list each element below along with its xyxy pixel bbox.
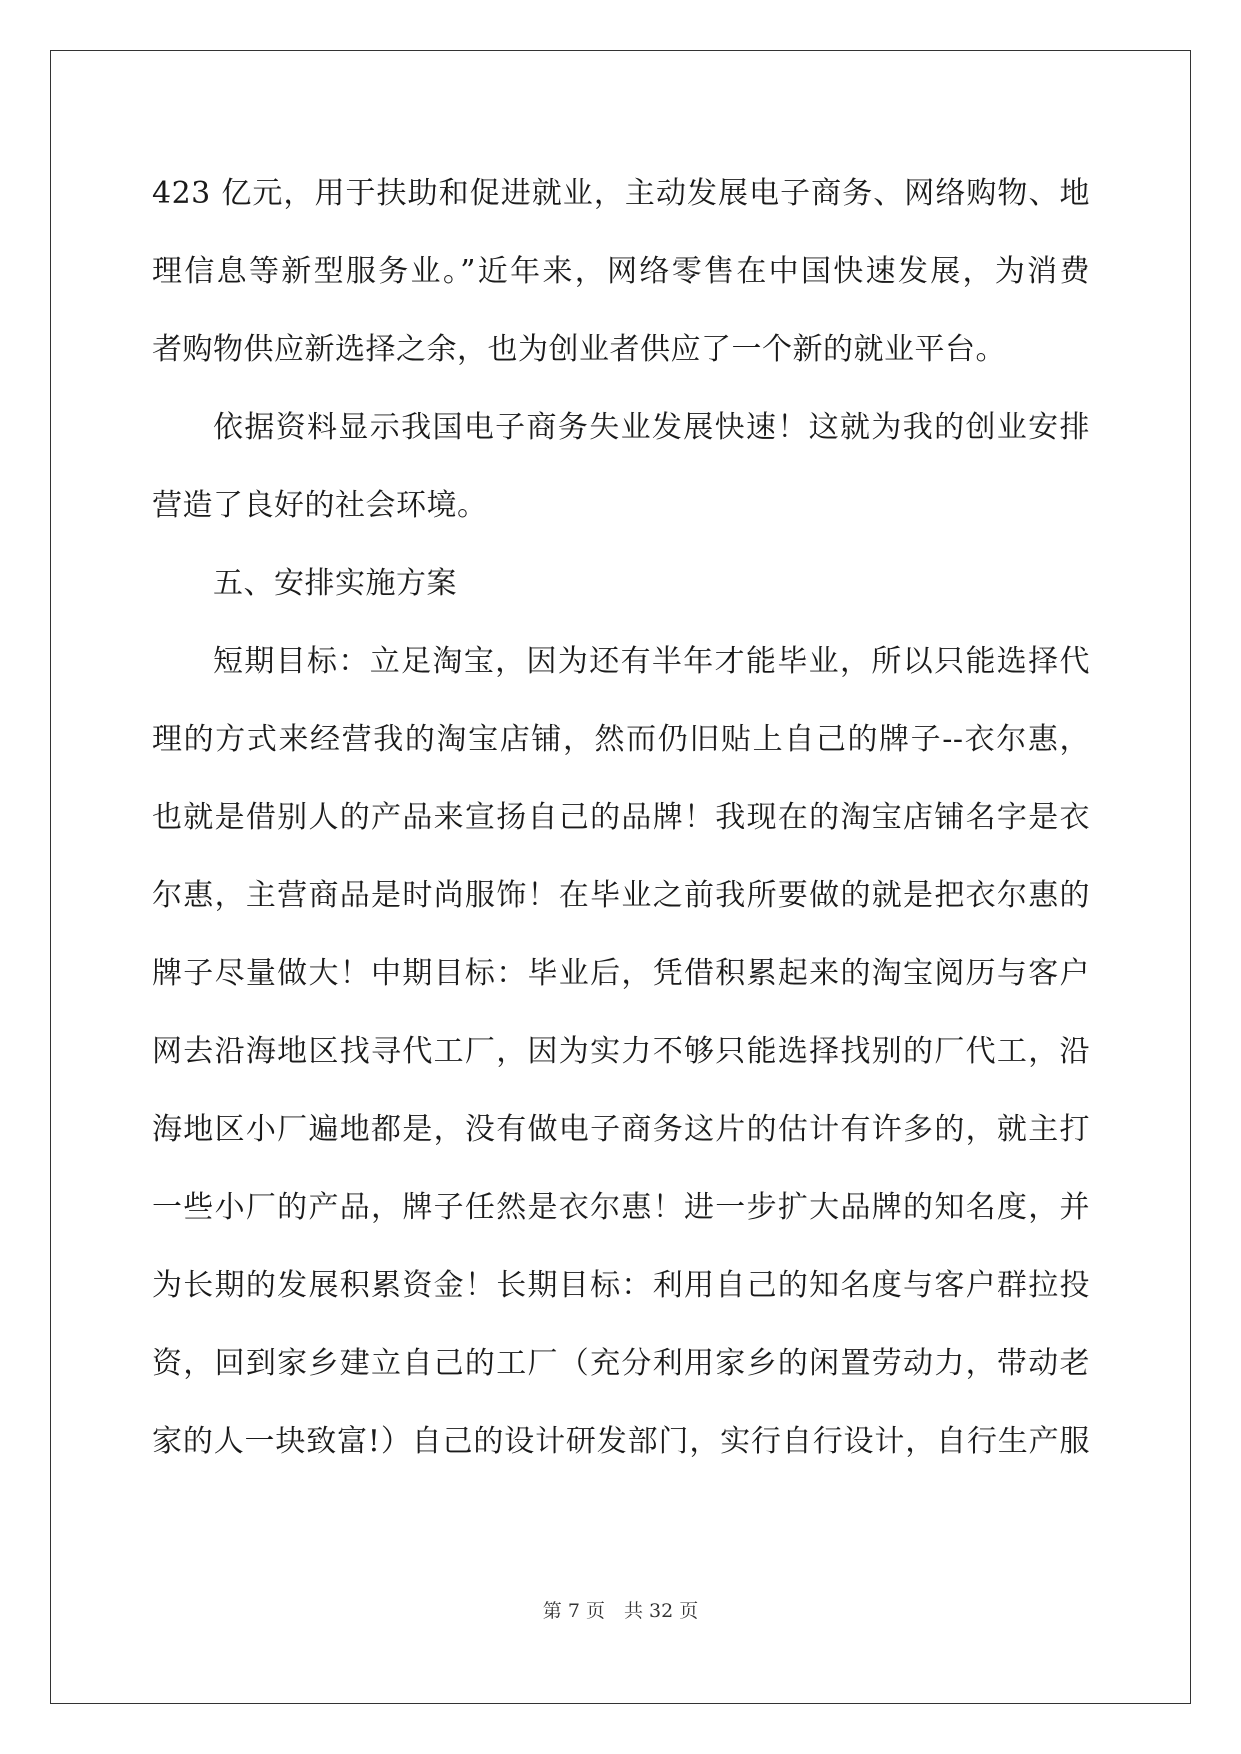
text-line: 资，回到家乡建立自己的工厂（充分利用家乡的闲置劳动力，带动老 [152,1346,1090,1381]
text-line: 一些小厂的产品，牌子任然是衣尔惠！进一步扩大品牌的知名度，并 [152,1190,1090,1225]
text-line: 营造了良好的社会环境。 [152,488,488,523]
text-line: 者购物供应新选择之余，也为创业者供应了一个新的就业平台。 [152,332,1006,367]
text-line: 也就是借别人的产品来宣扬自己的品牌！我现在的淘宝店铺名字是衣 [152,800,1090,835]
text-line: 短期目标：立足淘宝，因为还有半年才能毕业，所以只能选择代 [213,644,1090,679]
text-line: 网去沿海地区找寻代工厂，因为实力不够只能选择找别的厂代工，沿 [152,1034,1090,1069]
text-line: 牌子尽量做大！中期目标：毕业后，凭借积累起来的淘宝阅历与客户 [152,956,1090,991]
text-line: 理信息等新型服务业。”近年来，网络零售在中国快速发展，为消费 [152,254,1090,289]
text-line: 423 亿元，用于扶助和促进就业，主动发展电子商务、网络购物、地 [152,176,1090,211]
text-line: 家的人一块致富!）自己的设计研发部门，实行自行设计，自行生产服 [152,1424,1090,1459]
text-line: 五、安排实施方案 [213,566,457,601]
text-line: 尔惠，主营商品是时尚服饰！在毕业之前我所要做的就是把衣尔惠的 [152,878,1090,913]
page-number: 第 7 页 共 32 页 [542,1600,699,1622]
document-body [152,155,1090,1481]
text-line: 为长期的发展积累资金！长期目标：利用自己的知名度与客户群拉投 [152,1268,1090,1303]
text-line: 依据资料显示我国电子商务失业发展快速！这就为我的创业安排 [213,410,1090,445]
text-line: 理的方式来经营我的淘宝店铺，然而仍旧贴上自己的牌子--衣尔惠， [152,722,1090,757]
text-line: 海地区小厂遍地都是，没有做电子商务这片的估计有许多的，就主打 [152,1112,1090,1147]
